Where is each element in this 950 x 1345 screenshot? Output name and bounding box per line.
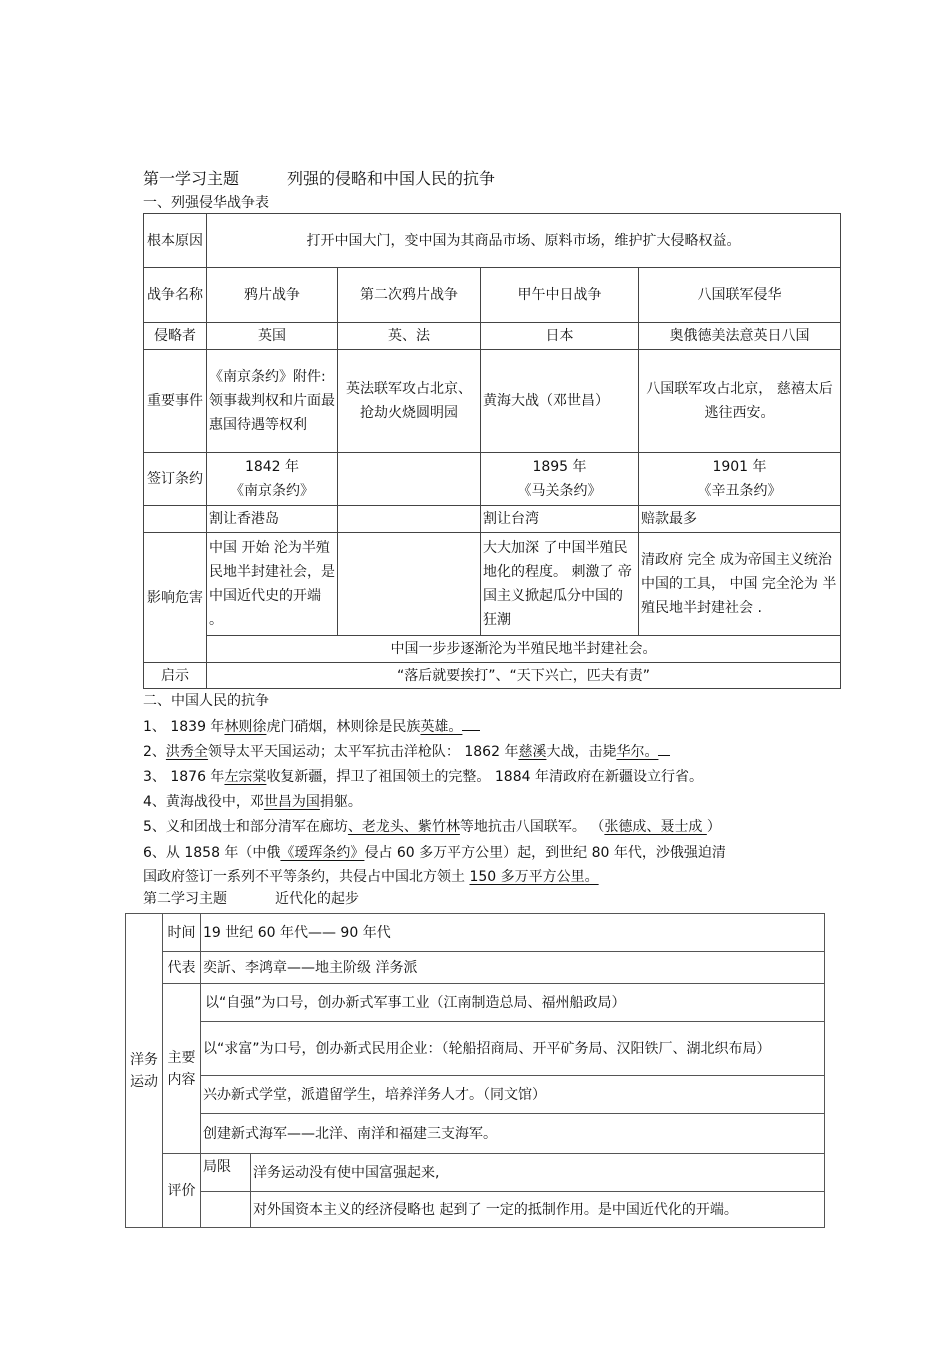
list-item: 2、洪秀全领导太平天国运动；太平军抗击洋枪队： 1862 年慈溪大战，击毙华尔。 (143, 741, 670, 761)
treaty-name: 《南京条约》 (230, 483, 314, 499)
limit-label: 局限 (201, 1154, 251, 1192)
treaty-name: 《辛丑条约》 (697, 483, 782, 499)
treaty-name: 《马关条约》 (517, 483, 602, 499)
treaty-cell (481, 453, 639, 506)
section2-title (143, 888, 359, 908)
impact-cell: 大大加深 了中国半殖民地化的程度。 刺激了 帝国主义掀起瓜分中国的狂潮 (481, 533, 639, 636)
table-row (144, 636, 841, 663)
table-row (126, 1114, 825, 1154)
treaty-year: 1842 年 (244, 459, 300, 475)
table-row (144, 350, 841, 453)
war-name-cell: 甲午中日战争 (481, 268, 639, 323)
impact-summary: 中国一步步逐渐沦为半殖民地半封建社会。 (207, 636, 841, 663)
terms-cell: 割让香港岛 (207, 506, 338, 533)
merit-value: 对外国资本主义的经济侵略也 起到了 一定的抵制作用。是中国近代化的开端。 (251, 1192, 825, 1228)
event-cell: 黄海大战（邓世昌） (481, 350, 639, 453)
terms-label (144, 506, 207, 533)
treaty-cell (207, 453, 338, 506)
table-row (144, 663, 841, 689)
terms-cell: 割让台湾 (481, 506, 639, 533)
table-row (144, 453, 841, 506)
list-item: 6、从 1858 年（中俄《瑷珲条约》侵占 60 多万平方公里）起，到世纪 80 年代，沙俄强迫清 (143, 845, 726, 861)
section2-title-main: 第二学习主题 (143, 891, 227, 907)
table-row (144, 533, 841, 636)
war-name-cell: 八国联军侵华 (639, 268, 841, 323)
impact-label: 影响危害 (144, 533, 207, 663)
event-cell: 英法联军攻占北京、抢劫火烧圆明园 (338, 350, 481, 453)
westernization-table (125, 913, 825, 1228)
table-row (126, 1192, 825, 1228)
section1-title-sub: 列强的侵略和中国人民的抗争 (287, 169, 496, 188)
content-item: 创建新式海军——北洋、南洋和福建三支海军。 (201, 1114, 825, 1154)
list-item: 5、义和团战士和部分清军在廊坊、老龙头、紫竹林等地抗击八国联军。 （张德成、聂士成 ） (143, 819, 721, 835)
table-row (144, 268, 841, 323)
movement-label: 洋务运动 (126, 914, 163, 1228)
section1-title-main: 第一学习主题 (143, 169, 240, 188)
table-row (126, 1076, 825, 1114)
table-row (126, 984, 825, 1022)
terms-cell (338, 506, 481, 533)
list-item: 国政府签订一系列不平等条约，共侵占中国北方领土 150 多万平方公里。 (143, 869, 599, 885)
limit-value: 洋务运动没有使中国富强起来, (251, 1154, 825, 1192)
table-row (126, 1022, 825, 1076)
lesson-value: “落后就要挨打”、“天下兴亡，匹夫有责” (207, 663, 841, 689)
section2-title-sub: 近代化的起步 (275, 891, 359, 907)
section1-title (143, 166, 495, 189)
list-item: 3、 1876 年左宗棠收复新疆，捍卫了祖国领土的完整。 1884 年清政府在新疆设立行省。 (143, 769, 703, 785)
aggressor-label: 侵略者 (144, 323, 207, 350)
table-row (144, 323, 841, 350)
event-cell: 八国联军攻占北京， 慈禧太后逃往西安。 (639, 350, 841, 453)
war-name-cell: 鸦片战争 (207, 268, 338, 323)
aggressor-cell: 英、法 (338, 323, 481, 350)
treaty-label: 签订条约 (144, 453, 207, 506)
terms-cell: 赔款最多 (639, 506, 841, 533)
root-cause-label: 根本原因 (144, 214, 207, 268)
table-row (126, 952, 825, 984)
rep-value: 奕訢、李鸿章——地主阶级 洋务派 (201, 952, 825, 984)
content-item: 兴办新式学堂，派遣留学生，培养洋务人才。（同文馆） (201, 1076, 825, 1114)
impact-cell (338, 533, 481, 636)
war-name-cell: 第二次鸦片战争 (338, 268, 481, 323)
impact-cell: 中国 开始 沦为半殖民地半封建社会，是中国近代史的开端 。 (207, 533, 338, 636)
time-label: 时间 (163, 914, 201, 952)
treaty-cell (639, 453, 841, 506)
impact-cell: 清政府 完全 成为帝国主义统治中国的工具， 中国 完全沦为 半殖民地半封建社会 . (639, 533, 841, 636)
root-cause-value: 打开中国大门，变中国为其商品市场、原料市场，维护扩大侵略权益。 (207, 214, 841, 268)
treaty-cell (338, 453, 481, 506)
list-item: 4、黄海战役中，邓世昌为国捐躯。 (143, 794, 362, 810)
eval-label: 评价 (163, 1154, 201, 1228)
war-table (143, 213, 841, 689)
treaty-year: 1895 年 (532, 459, 587, 475)
event-cell: 《南京条约》附件: 领事裁判权和片面最惠国待遇等权利 (207, 350, 338, 453)
treaty-year: 1901 年 (712, 459, 767, 475)
war-table-heading: 一、列强侵华战争表 (143, 195, 269, 211)
aggressor-cell: 奥俄德美法意英日八国 (639, 323, 841, 350)
content-item: 以“求富”为口号，创办新式民用企业：（轮船招商局、开平矿务局、汉阳铁厂、湖北织布局） (201, 1022, 825, 1076)
event-label: 重要事件 (144, 350, 207, 453)
aggressor-cell: 日本 (481, 323, 639, 350)
list-item: 1、 1839 年林则徐虎门硝烟，林则徐是民族英雄。 (143, 716, 480, 736)
rep-label: 代表 (163, 952, 201, 984)
time-value: 19 世纪 60 年代—— 90 年代 (201, 914, 825, 952)
table-row (126, 1154, 825, 1192)
table-row (126, 914, 825, 952)
war-name-label: 战争名称 (144, 268, 207, 323)
lesson-label: 启示 (144, 663, 207, 689)
table-row (144, 214, 841, 268)
struggle-heading: 二、中国人民的抗争 (143, 693, 269, 709)
merit-label (201, 1192, 251, 1228)
content-item: 以“自强”为口号，创办新式军事工业（江南制造总局、福州船政局） (201, 984, 825, 1022)
aggressor-cell: 英国 (207, 323, 338, 350)
content-label: 主要内容 (163, 984, 201, 1154)
table-row (144, 506, 841, 533)
